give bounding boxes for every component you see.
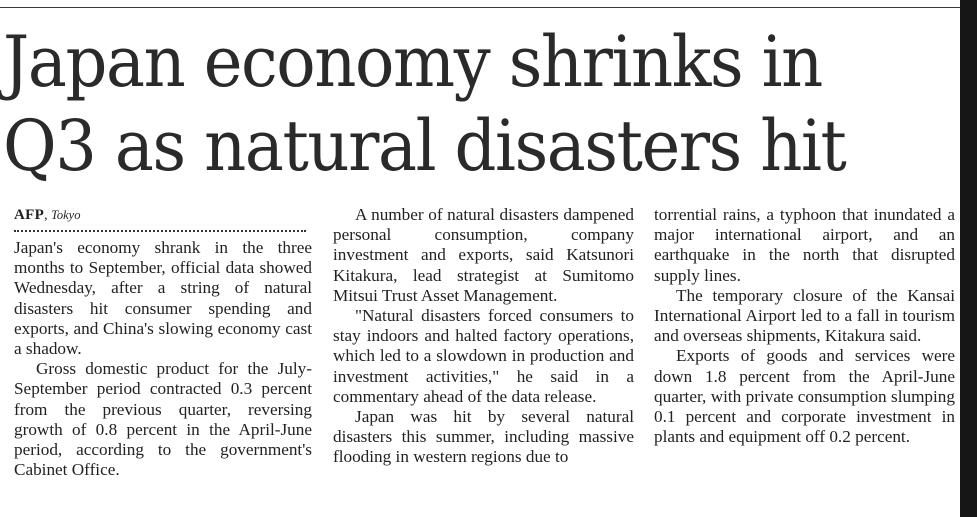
dotted-divider — [14, 230, 306, 232]
article-paragraph: Japan's economy shrank in the three months to September, official data showed Wednesday, after a string of natural disasters hit consumer spending and exports, and China's slowing economy cast a shadow. — [14, 238, 312, 359]
headline: Japan economy shrinks in Q3 as natural disasters hit — [3, 21, 846, 187]
article-paragraph: Exports of goods and services were down 1.8 percent from the April-June quarter, with private consumption slumping 0.1 percent and corporate investment in plants and equipment off 0.2 percent. — [654, 346, 955, 447]
article-paragraph: A number of natural disasters dampened personal consumption, company investment and exports, said Katsunori Kitakura, lead strategist at Sumitomo Mitsui Trust Asset Management. — [333, 205, 634, 305]
byline-dateline: Tokyo — [51, 208, 81, 222]
article-paragraph: "Natural disasters forced consumers to stay indoors and halted factory operations, which led to a slowdown in production and investment activities," he said in a commentary ahead of the data release. — [333, 306, 634, 406]
column-2 — [333, 205, 634, 468]
article-paragraph: Gross domestic product for the July-September period contracted 0.3 percent from the previous quarter, reversing growth of 0.8 percent in the April-June period, according to the government's Cabinet Office. — [14, 359, 312, 480]
article-paragraph: The temporary closure of the Kansai International Airport led to a fall in tourism and overseas shipments, Kitakura said. — [654, 285, 955, 346]
byline — [14, 205, 312, 226]
article-paragraph: Japan was hit by several natural disasters this summer, including massive flooding in western regions due to — [333, 407, 634, 467]
article-paragraph-continued: torrential rains, a typhoon that inundated a major international airport, and an earthquake in the north that disrupted supply lines. — [654, 205, 955, 285]
top-rule — [0, 7, 960, 8]
byline-agency: AFP — [14, 207, 45, 223]
page-edge-shadow — [960, 0, 977, 517]
byline-separator: , — [44, 208, 48, 223]
column-1 — [14, 205, 312, 480]
column-3 — [654, 205, 955, 447]
